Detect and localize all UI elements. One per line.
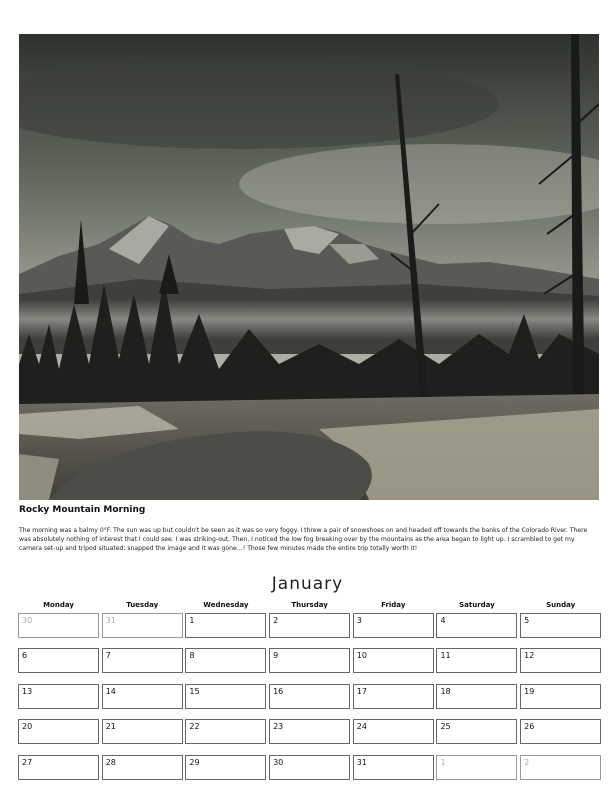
photo-title: Rocky Mountain Morning bbox=[19, 505, 146, 515]
calendar-day-cell bbox=[18, 719, 99, 744]
calendar-day-cell bbox=[436, 684, 517, 709]
day-number: 1 bbox=[189, 616, 195, 625]
calendar-day-cell bbox=[18, 648, 99, 673]
day-number: 1 bbox=[440, 757, 446, 767]
calendar-day-cell bbox=[520, 684, 601, 709]
day-number: 19 bbox=[524, 686, 535, 696]
calendar-day-cell bbox=[520, 613, 601, 638]
calendar-day-cell bbox=[269, 684, 350, 709]
day-number: 28 bbox=[105, 757, 116, 767]
calendar-day-cell bbox=[185, 648, 266, 673]
day-number: 16 bbox=[273, 686, 284, 696]
calendar-day-cell bbox=[18, 613, 99, 638]
day-number: 31 bbox=[105, 616, 116, 625]
calendar-day-cell bbox=[436, 719, 517, 744]
day-number: 8 bbox=[189, 651, 195, 661]
day-number: 31 bbox=[356, 757, 367, 767]
calendar-day-cell bbox=[436, 648, 517, 673]
day-number: 29 bbox=[189, 757, 200, 767]
calendar-day-cell bbox=[520, 719, 601, 744]
calendar-day-cell bbox=[185, 684, 266, 709]
day-number: 21 bbox=[105, 722, 116, 732]
day-number: 30 bbox=[22, 616, 33, 625]
day-number: 30 bbox=[273, 757, 284, 767]
day-number: 13 bbox=[22, 686, 33, 696]
weekday-label: Wednesday bbox=[203, 601, 249, 609]
calendar-day-cell bbox=[353, 719, 434, 744]
calendar-day-cell bbox=[436, 613, 517, 638]
calendar-day-cell bbox=[18, 755, 99, 780]
calendar-day-cell bbox=[353, 684, 434, 709]
calendar-day-cell bbox=[520, 648, 601, 673]
landscape-photo bbox=[19, 34, 599, 500]
day-number: 6 bbox=[22, 651, 28, 661]
weekday-label: Tuesday bbox=[126, 601, 159, 609]
month-title: January bbox=[271, 574, 344, 594]
calendar-day-cell bbox=[185, 613, 266, 638]
calendar-day-cell bbox=[102, 684, 183, 709]
weekday-label: Sunday bbox=[546, 601, 576, 609]
calendar-day-cell bbox=[18, 684, 99, 709]
day-number: 7 bbox=[105, 651, 111, 661]
day-number: 4 bbox=[440, 616, 446, 625]
day-number: 3 bbox=[356, 616, 362, 625]
day-number: 27 bbox=[22, 757, 33, 767]
day-number: 26 bbox=[524, 722, 535, 732]
calendar-day-cell bbox=[269, 613, 350, 638]
calendar-day-cell bbox=[102, 719, 183, 744]
calendar-grid bbox=[18, 613, 601, 780]
calendar-day-cell bbox=[353, 648, 434, 673]
calendar-day-cell bbox=[185, 755, 266, 780]
calendar-day-cell bbox=[102, 755, 183, 780]
day-number: 14 bbox=[105, 686, 116, 696]
calendar-day-cell bbox=[102, 613, 183, 638]
photo-illustration bbox=[19, 34, 599, 500]
weekday-label: Thursday bbox=[291, 601, 328, 609]
day-number: 20 bbox=[22, 722, 33, 732]
day-number: 9 bbox=[273, 651, 279, 661]
day-number: 11 bbox=[440, 651, 451, 661]
calendar-day-cell bbox=[353, 755, 434, 780]
calendar-day-cell bbox=[102, 648, 183, 673]
calendar-day-cell bbox=[269, 755, 350, 780]
day-number: 5 bbox=[524, 616, 530, 625]
calendar-day-cell bbox=[353, 613, 434, 638]
day-number: 22 bbox=[189, 722, 200, 732]
day-number: 17 bbox=[356, 686, 367, 696]
day-number: 25 bbox=[440, 722, 451, 732]
weekday-label: Friday bbox=[381, 601, 406, 609]
calendar-day-cell bbox=[269, 719, 350, 744]
day-number: 2 bbox=[273, 616, 279, 625]
day-number: 24 bbox=[356, 722, 367, 732]
weekday-label: Saturday bbox=[459, 601, 495, 609]
day-number: 15 bbox=[189, 686, 200, 696]
photo-description: The morning was a balmy 0°F. The sun was up but couldn't be seen as it was so very foggy. I threw a pair of snowshoes on and headed off towards the banks of the Colorado River. There was absolutely nothing of interest that I could see. I was striking-out. Then, I noticed the low fog breaking over by the mountains as the area began to light up. I scrambled to get my camera set-up and tripod situated; snapped the image and it was gone…! Those few minutes made the entire trip totally worth it! bbox=[19, 527, 588, 552]
day-number: 18 bbox=[440, 686, 451, 696]
day-number: 12 bbox=[524, 651, 535, 661]
calendar-day-cell bbox=[269, 648, 350, 673]
day-number: 2 bbox=[524, 757, 530, 767]
calendar-day-cell bbox=[436, 755, 517, 780]
calendar-day-cell bbox=[520, 755, 601, 780]
day-number: 23 bbox=[273, 722, 284, 732]
weekday-header-row bbox=[18, 601, 601, 609]
day-number: 10 bbox=[356, 651, 367, 661]
weekday-label: Monday bbox=[43, 601, 74, 609]
calendar-day-cell bbox=[185, 719, 266, 744]
